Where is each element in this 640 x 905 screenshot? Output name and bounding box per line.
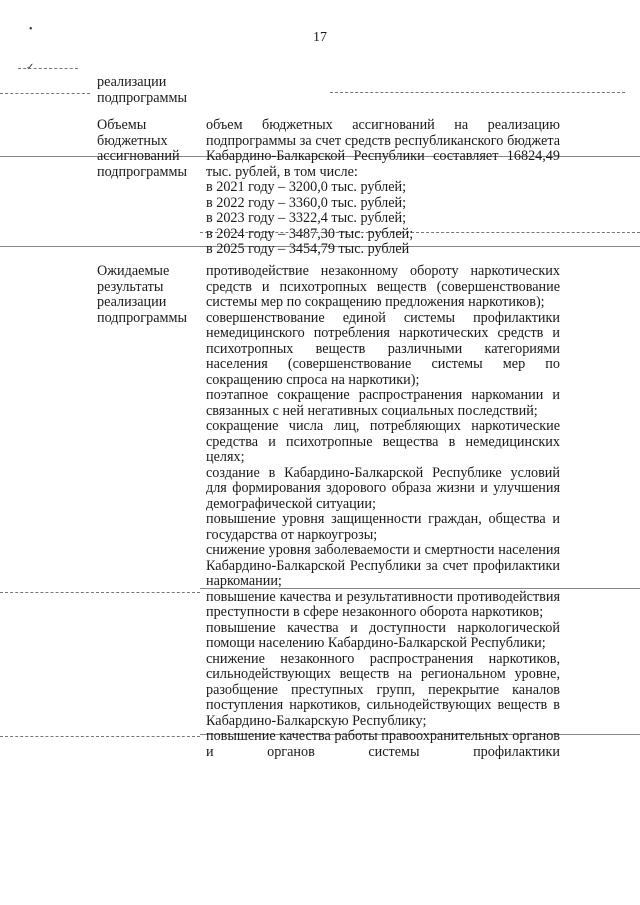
budget-year-2022: в 2022 году – 3360,0 тыс. рублей; xyxy=(206,194,407,211)
result-item: совершенствование единой системы профилактики немедицинского потребления наркотических средств и психотропных веществ различными категориями населения (совершенствование системы мер по сокращению спроса на наркотики); xyxy=(206,309,560,388)
label-line: подпрограммы xyxy=(97,89,187,106)
label-line: бюджетных xyxy=(97,132,168,149)
label-line: реализации xyxy=(97,294,167,310)
label-line: подпрограммы xyxy=(97,309,187,326)
budget-year-2025: в 2025 году – 3454,79 тыс. рублей xyxy=(206,241,410,257)
scan-line-top-left xyxy=(18,68,78,69)
result-item: повышение уровня защищенности граждан, общества и государства от наркоугрозы; xyxy=(206,511,560,543)
budget-year-2021: в 2021 году – 3200,0 тыс. рублей; xyxy=(206,179,407,195)
label-line: Ожидаемые xyxy=(97,263,170,279)
result-item: снижение незаконного распространения наркотиков, сильнодействующих веществ на региональном уровне, разобщение преступных групп, перекрытие каналов поступления наркотиков, сильнодействующих веществ в Кабардино-Балкарскую Республику; xyxy=(206,650,560,729)
label-line: подпрограммы xyxy=(97,163,187,180)
budget-content xyxy=(206,118,560,258)
result-item: поэтапное сокращение распространения наркомании и связанных с ней негативных социальных последствий; xyxy=(206,387,560,419)
result-item: противодействие незаконному обороту наркотических средств и психотропных веществ (совершенствование системы мер по сокращению предложения наркотиков); xyxy=(206,263,560,310)
result-item: повышение качества работы правоохранительных органов и органов системы профилактики xyxy=(206,728,560,760)
label-line: результаты xyxy=(97,278,164,295)
scan-tick: ✓ xyxy=(26,62,35,73)
scan-line-lower xyxy=(0,736,200,737)
scan-line-mid xyxy=(0,592,200,593)
result-item: создание в Кабардино-Балкарской Республике условий для формирования здорового образа жизни и улучшения демографической ситуации; xyxy=(206,464,560,512)
label-expected-results xyxy=(97,264,207,326)
label-budget xyxy=(97,118,207,180)
scan-line-top-left2 xyxy=(0,93,90,94)
budget-total-paragraph: объем бюджетных ассигнований на реализацию подпрограммы за счет средств республиканского бюджета Кабардино-Балкарской Республики составляет 16824,49 тыс. рублей, в том числе: xyxy=(206,117,560,180)
scan-line-top-right xyxy=(330,92,625,93)
label-line: Объемы xyxy=(97,117,147,133)
budget-year-2023: в 2023 году – 3322,4 тыс. рублей; xyxy=(206,210,407,226)
result-item: снижение уровня заболеваемости и смертности населения Кабардино-Балкарской Республики за счет профилактики наркомании; xyxy=(206,542,560,589)
budget-year-2024: в 2024 году – 3487,30 тыс. рублей; xyxy=(206,225,414,242)
expected-results-content xyxy=(206,264,560,760)
result-item: повышение качества и доступности наркологической помощи населению Кабардино-Балкарской Республики; xyxy=(206,619,560,651)
label-line: ассигнований xyxy=(97,148,180,164)
label-line: реализации xyxy=(97,74,167,90)
scan-speck: • xyxy=(29,24,33,35)
result-item: сокращение числа лиц, потребляющих наркотические средства и психотропные вещества в немедицинских целях; xyxy=(206,418,560,465)
label-continuation xyxy=(97,75,207,106)
page-number: 17 xyxy=(313,30,327,45)
result-item: повышение качества и результативности противодействия преступности в сфере незаконного оборота наркотиков; xyxy=(206,588,560,620)
